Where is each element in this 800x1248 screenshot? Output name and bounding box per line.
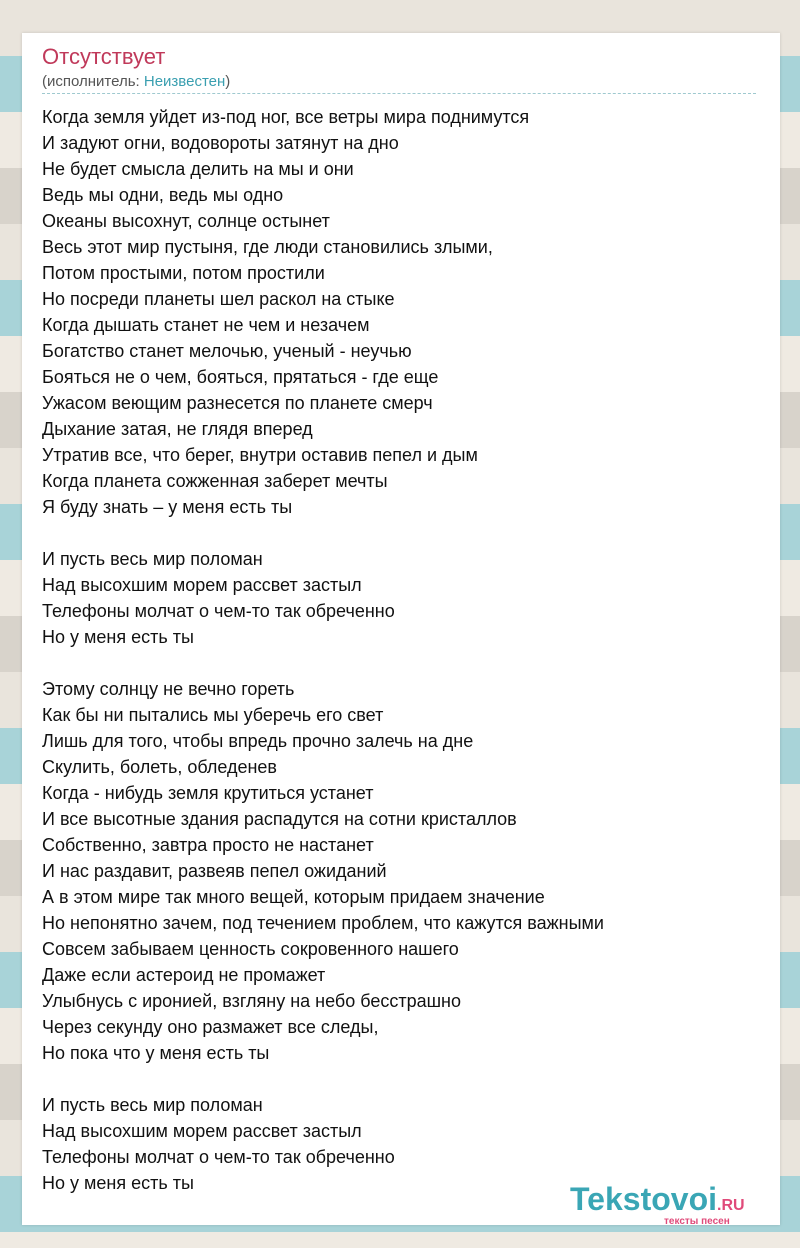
header-divider — [42, 93, 756, 94]
lyric-line: Лишь для того, чтобы впредь прочно залечь на дне — [42, 731, 474, 751]
logo-tld: .RU — [717, 1197, 745, 1214]
lyric-line: Телефоны молчат о чем-то так обреченно — [42, 1147, 395, 1167]
performer-suffix: ) — [225, 73, 231, 90]
lyric-line: Ведь мы одни, ведь мы одно — [42, 185, 284, 205]
performer-prefix: (исполнитель: — [42, 73, 144, 90]
lyric-line: Но посреди планеты шел раскол на стыке — [42, 289, 395, 309]
lyric-line: Но пока что у меня есть ты — [42, 1043, 270, 1063]
lyric-line: Богатство станет мелочью, ученый - неучью — [42, 341, 412, 361]
lyric-line: Совсем забываем ценность сокровенного нашего — [42, 939, 459, 959]
lyric-line: И пусть весь мир поломан — [42, 549, 263, 569]
lyric-line: Над высохшим морем рассвет застыл — [42, 575, 362, 595]
lyrics-body — [42, 104, 762, 1196]
stanza-break — [42, 520, 762, 546]
site-logo[interactable] — [570, 1181, 745, 1227]
logo-brand: Tekstovoi — [570, 1181, 717, 1217]
lyric-line: Через секунду оно размажет все следы, — [42, 1017, 379, 1037]
lyric-line: Телефоны молчат о чем-то так обреченно — [42, 601, 395, 621]
performer-line — [42, 73, 230, 90]
lyric-line: Когда - нибудь земля крутиться устанет — [42, 783, 374, 803]
lyric-line: И нас раздавит, развеяв пепел ожиданий — [42, 861, 387, 881]
lyric-line: Над высохшим морем рассвет застыл — [42, 1121, 362, 1141]
song-title: Отсутствует — [42, 44, 166, 69]
lyric-line: Как бы ни пытались мы уберечь его свет — [42, 705, 384, 725]
lyric-line: Этому солнцу не вечно гореть — [42, 679, 295, 699]
logo-tagline: тексты песен — [664, 1216, 730, 1227]
lyric-line: Не будет смысла делить на мы и они — [42, 159, 354, 179]
lyric-line: Когда планета сожженная заберет мечты — [42, 471, 388, 491]
stanza-break — [42, 650, 762, 676]
lyric-line: Весь этот мир пустыня, где люди становились злыми, — [42, 237, 493, 257]
lyric-line: Улыбнусь с иронией, взгляну на небо бесстрашно — [42, 991, 462, 1011]
lyric-line: Дыхание затая, не глядя вперед — [42, 419, 313, 439]
lyric-line: Потом простыми, потом простили — [42, 263, 325, 283]
lyric-line: Но у меня есть ты — [42, 627, 194, 647]
lyric-line: Но непонятно зачем, под течением проблем, что кажутся важными — [42, 913, 604, 933]
lyric-line: Скулить, болеть, обледенев — [42, 757, 277, 777]
lyric-line: Собственно, завтра просто не настанет — [42, 835, 374, 855]
lyric-line: А в этом мире так много вещей, которым придаем значение — [42, 887, 545, 907]
lyric-line: Когда земля уйдет из-под ног, все ветры мира поднимутся — [42, 107, 530, 127]
lyric-line: Даже если астероид не промажет — [42, 965, 326, 985]
lyric-line: И пусть весь мир поломан — [42, 1095, 263, 1115]
lyric-line: Океаны высохнут, солнце остынет — [42, 211, 330, 231]
lyric-line: Но у меня есть ты — [42, 1173, 194, 1193]
lyric-line: Когда дышать станет не чем и незачем — [42, 315, 370, 335]
lyric-line: И все высотные здания распадутся на сотни кристаллов — [42, 809, 517, 829]
lyric-line: Я буду знать – у меня есть ты — [42, 497, 293, 517]
lyric-line: И задуют огни, водовороты затянут на дно — [42, 133, 399, 153]
lyrics-card — [22, 33, 780, 1225]
lyric-line: Утратив все, что берег, внутри оставив пепел и дым — [42, 445, 478, 465]
lyric-line: Ужасом веющим разнесется по планете смерч — [42, 393, 433, 413]
performer-link[interactable]: Неизвестен — [143, 73, 226, 90]
lyric-line: Бояться не о чем, бояться, прятаться - где еще — [42, 367, 439, 387]
stanza-break — [42, 1066, 762, 1092]
